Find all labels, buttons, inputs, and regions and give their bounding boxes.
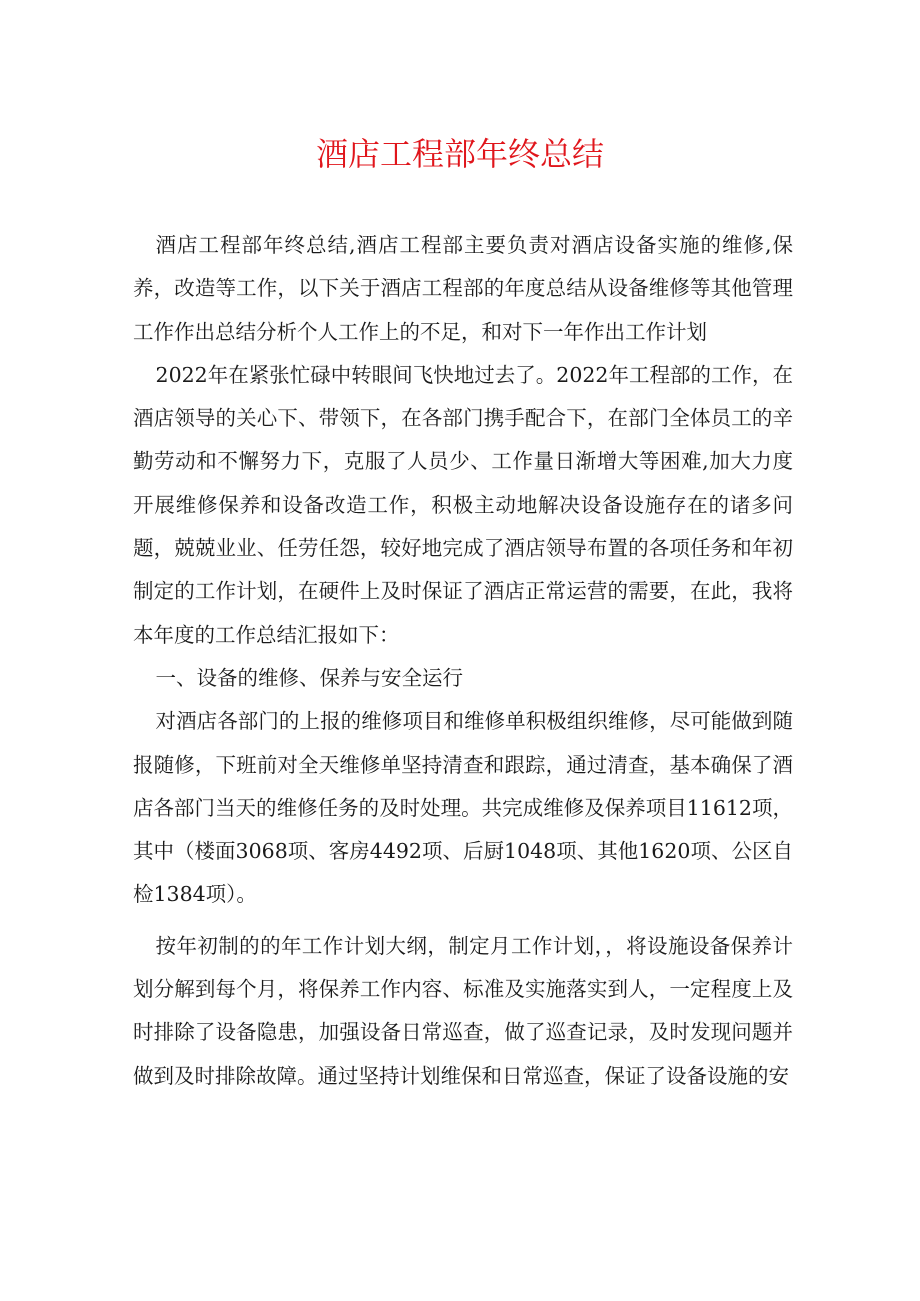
section-heading-1: 一、设备的维修、保养与安全运行 xyxy=(155,665,464,690)
document-title: 酒店工程部年终总结 xyxy=(315,135,604,173)
paragraph-intro: 酒店工程部年终总结,酒店工程部主要负责对酒店设备实施的维修,保养，改造等工作，以下关于酒店工程部的年度总结从设备维修等其他管理工作作出总结分析个人工作上的不足，和对下一年作出工作计划 xyxy=(133,233,793,344)
document-body xyxy=(133,224,793,1098)
paragraph-overview: 2022年在紧张忙碌中转眼间飞快地过去了。2022年工程部的工作，在酒店领导的关心下、带领下，在各部门携手配合下，在部门全体员工的辛勤劳动和不懈努力下，克服了人员少、工作量日渐增大等困难,加大力度开展维修保养和设备改造工作，积极主动地解决设备设施存在的诸多问题，兢兢业业、任劳任怨，较好地完成了酒店领导布置的各项任务和年初制定的工作计划，在硬件上及时保证了酒店正常运营的需要，在此，我将本年度的工作总结汇报如下： xyxy=(133,362,793,647)
paragraph-plan: 按年初制的的年工作计划大纲，制定月工作计划，，将设施设备保养计划分解到每个月，将保养工作内容、标准及实施落实到人，一定程度上及时排除了设备隐患，加强设备日常巡查，做了巡查记录，及时发现问题并做到及时排除故障。通过坚持计划维保和日常巡查，保证了设备设施的安 xyxy=(133,933,793,1088)
paragraph-maintenance: 对酒店各部门的上报的维修项目和维修单积极组织维修，尽可能做到随报随修，下班前对全天维修单坚持清查和跟踪，通过清查，基本确保了酒店各部门当天的维修任务的及时处理。共完成维修及保养项目11612项，其中（楼面3068项、客房4492项、后厨1048项、其他1620项、公区自检1384项）。 xyxy=(133,709,793,907)
